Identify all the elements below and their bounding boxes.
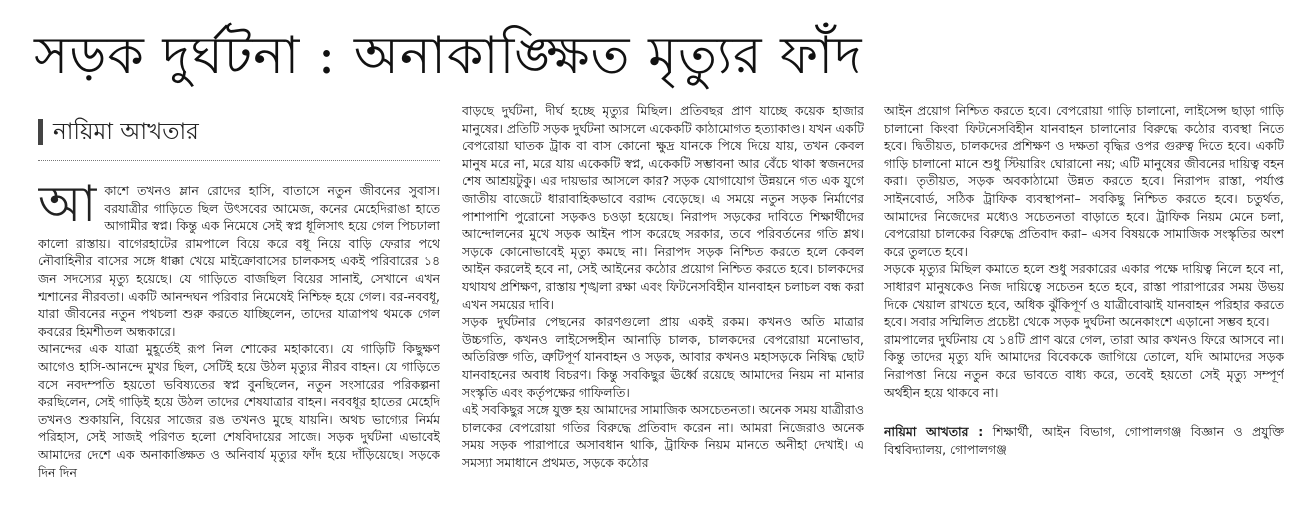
paragraph: সড়ক দুর্ঘটনার পেছনের কারণগুলো প্রায় একই রকম। কখনও অতি মাত্রার উচ্চগতি, কখনও লাইসেন্সহীন আনাড়ি চালক, চালকদের বেপরোয়া মনোভাব, অতিরিক্ত গতি, ত্রুটিপূর্ণ যানবাহন ও সড়ক, আবার কখনও মহাসড়কে নিষিদ্ধ ছোট যানবাহনের অবাধ বিচরণ। কিন্তু সবকিছুর ঊর্ধ্বে রয়েছে আমাদের নিয়ম না মানার সংস্কৃতি এবং কর্তৃপক্ষের গাফিলতি। (462, 314, 864, 400)
drop-cap: আ (38, 182, 97, 233)
article-column-1 (38, 182, 440, 504)
author-bio-name: নায়িমা আখতার : (884, 424, 984, 440)
paragraph: বাড়ছে দুর্ঘটনা, দীর্ঘ হচ্ছে মৃত্যুর মিছিল। প্রতিবছর প্রাণ যাচ্ছে কয়েক হাজার মানুষের। প্রতিটি সড়ক দুর্ঘটনা আসলে একেকটি কাঠামোগত হত্যাকাণ্ড। যখন একটি বেপরোয়া ঘাতক ট্রাক বা বাস কোনো ক্ষুদ্র যানকে পিষে দিয়ে যায়, তখন কেবল মানুষ মরে না, মরে যায় একেকটি স্বপ্ন, একেকটি সম্ভাবনা আর বেঁচে থাকা স্বজনদের শেষ আশ্রয়টুকু। এর দায়ভার আসলে কার? সড়ক যোগাযোগ উন্নয়নে গত এক যুগে জাতীয় বাজেটে ধারাবাহিকভাবে বরাদ্দ বেড়েছে। এ সময়ে নতুন সড়ক নির্মাণের পাশাপাশি পুরোনো সড়কও চওড়া হয়েছে। নিরাপদ সড়কের দাবিতে শিক্ষার্থীদের আন্দোলনের মুখে সড়ক আইন পাস করেছে সরকার, তবে পরিবর্তনের গতি শ্লথ। সড়কে কোনোভাবেই মৃত্যু কমছে না। নিরাপদ সড়ক নিশ্চিত করতে হলে কেবল আইন করলেই হবে না, সেই আইনের কঠোর প্রয়োগ নিশ্চিত করতে হবে। চালকদের যথাযথ প্রশিক্ষণ, রাস্তায় শৃঙ্খলা রক্ষা এবং ফিটনেসবিহীন যানবাহন চলাচল বন্ধ করা এখন সময়ের দাবি। (462, 103, 864, 312)
byline (38, 116, 438, 148)
author-bio (884, 423, 1284, 458)
article-column-2 (462, 102, 864, 504)
paragraph: সড়কে মৃত্যুর মিছিল কমাতে হলে শুধু সরকারের একার পক্ষে দায়িত্ব নিলে হবে না, সাধারণ মানুষকেও নিজ দায়িত্বে সচেতন হতে হবে, রাস্তা পারাপারের সময় উভয় দিকে খেয়াল রাখতে হবে, অধিক ঝুঁকিপূর্ণ ও যাত্রীবোঝাই যানবাহন পরিহার করতে হবে। সবার সম্মিলিত প্রচেষ্টা থেকে সড়ক দুর্ঘটনা অনেকাংশে এড়ানো সম্ভব হবে। (884, 261, 1284, 330)
byline-divider (38, 160, 440, 161)
byline-name: নায়িমা আখতার (53, 118, 199, 145)
article-column-3 (884, 102, 1284, 504)
paragraph-text: কাশে তখনও ম্লান রোদের হাসি, বাতাসে নতুন জীবনের সুবাস। বরযাত্রীর গাড়িতে ছিল উৎসবের আমেজ, কনের মেহেদিরাঙা হাতে আগামীর স্বপ্ন। কিন্তু এক নিমেষে সেই স্বপ্ন ধূলিসাৎ হয়ে গেল পিচঢালা কালো রাস্তায়। বাগেরহাটের রামপালে বিয়ে করে বধূ নিয়ে বাড়ি ফেরার পথে নৌবাহিনীর বাসের সঙ্গে ধাক্কা খেয়ে মাইক্রোবাসের চালকসহ একই পরিবারের ১৪ জন সদস্যের মৃত্যু হয়েছে। যে গাড়িতে বাজছিল বিয়ের সানাই, সেখানে এখন শ্মশানের নীরবতা। একটি আনন্দঘন পরিবার নিমেষেই নিশ্চিহ্ন হয়ে গেল। বর-নববধূ, যারা জীবনের নতুন পথচলা শুরু করতে যাচ্ছিলেন, তাদের যাত্রাপথ থমকে গেল কবরের হিমশীতল অন্ধকারে। (38, 183, 440, 339)
author-bio-text: শিক্ষার্থী, আইন বিভাগ, গোপালগঞ্জ বিজ্ঞান ও প্রযুক্তি বিশ্ববিদ্যালয়, গোপালগঞ্জ (884, 424, 1284, 457)
paragraph: আনন্দের এক যাত্রা মুহূর্তেই রূপ নিল শোকের মহাকাব্যে। যে গাড়িটি কিছুক্ষণ আগেও হাসি-আনন্দে মুখর ছিল, সেটিই হয়ে উঠল মৃত্যুর নীরব বাহন। যে গাড়িতে বসে নবদম্পতি হয়তো ভবিষ্যতের স্বপ্ন বুনছিলেন, নতুন সংসারের পরিকল্পনা করছিলেন, সেই গাড়িই হয়ে উঠল তাদের শেষযাত্রার বাহন। নববধূর হাতের মেহেদি তখনও শুকায়নি, বিয়ের সাজের রঙ তখনও মুছে যায়নি। অথচ ভাগ্যের নির্মম পরিহাস, সেই সাজই পরিণত হলো শেষবিদায়ের সাজে। সড়ক দুর্ঘটনা এভাবেই আমাদের দেশে এক অনাকাঙ্ক্ষিত ও অনিবার্য মৃত্যুর ফাঁদ হয়ে দাঁড়িয়েছে। সড়কে দিন দিন (38, 341, 440, 480)
paragraph (38, 182, 440, 340)
paragraph: রামপালের দুর্ঘটনায় যে ১৪টি প্রাণ ঝরে গেল, তারা আর কখনও ফিরে আসবে না। কিন্তু তাদের মৃত্যু যদি আমাদের বিবেককে জাগিয়ে তোলে, যদি আমাদের সড়ক নিরাপত্তা নিয়ে নতুন করে ভাবতে বাধ্য করে, তবেই হয়তো সেই মৃত্যু সম্পূর্ণ অর্থহীন হয়ে থাকবে না। (884, 331, 1284, 400)
paragraph: এই সবকিছুর সঙ্গে যুক্ত হয় আমাদের সামাজিক অসচেতনতা। অনেক সময় যাত্রীরাও চালকের বেপরোয়া গতির বিরুদ্ধে প্রতিবাদ করেন না। আমরা নিজেরাও অনেক সময় সড়ক পারাপারে অসাবধান থাকি, ট্রাফিক নিয়ম মানতে অনীহা দেখাই। এ সমস্যা সমাধানে প্রথমত, সড়কে কঠোর (462, 402, 864, 470)
paragraph: আইন প্রয়োগ নিশ্চিত করতে হবে। বেপরোয়া গাড়ি চালানো, লাইসেন্স ছাড়া গাড়ি চালানো কিংবা ফিটনেসবিহীন যানবাহন চালানোর বিরুদ্ধে কঠোর ব্যবস্থা নিতে হবে। দ্বিতীয়ত, চালকদের প্রশিক্ষণ ও দক্ষতা বৃদ্ধির ওপর গুরুত্ব দিতে হবে। একটি গাড়ি চালানো মানে শুধু স্টিয়ারিং ঘোরানো নয়; এটি মানুষের জীবনের দায়িত্ব বহন করা। তৃতীয়ত, সড়ক অবকাঠামো উন্নত করতে হবে। নিরাপদ রাস্তা, পর্যাপ্ত সাইনবোর্ড, সঠিক ট্রাফিক ব্যবস্থাপনা– সবকিছু নিশ্চিত করতে হবে। চতুর্থত, আমাদের নিজেদের মধ্যেও সচেতনতা বাড়াতে হবে। ট্রাফিক নিয়ম মেনে চলা, বেপরোয়া চালকের বিরুদ্ধে প্রতিবাদ করা– এসব বিষয়কে সামাজিক সংস্কৃতির অংশ করে তুলতে হবে। (884, 103, 1284, 259)
byline-bar (38, 119, 43, 145)
article-headline: সড়ক দুর্ঘটনা : অনাকাঙ্ক্ষিত মৃত্যুর ফাঁদ (34, 26, 863, 86)
